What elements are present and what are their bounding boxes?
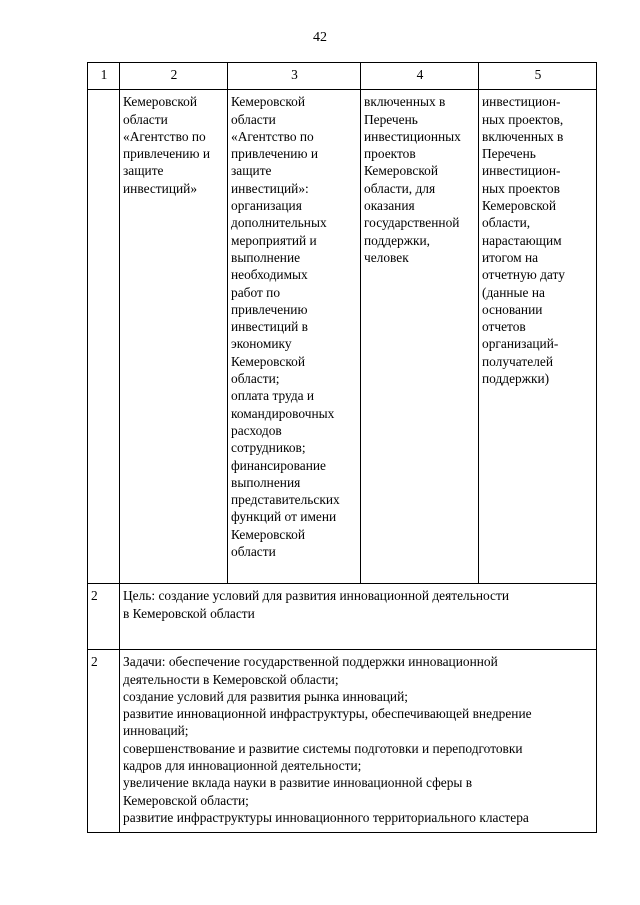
program-table xyxy=(87,62,597,833)
page-number: 42 xyxy=(313,30,327,45)
executor-cell: Кемеровской области «Агентство по привлечению и защите инвестиций» xyxy=(120,90,228,584)
header-cell-3: 3 xyxy=(228,63,361,90)
goal-text-cell: Цель: создание условий для развития инновационной деятельности в Кемеровской области xyxy=(120,584,597,650)
header-cell-1: 1 xyxy=(88,63,120,90)
table-row-goal xyxy=(88,584,597,650)
table-row xyxy=(88,90,597,584)
header-cell-2: 2 xyxy=(120,63,228,90)
header-cell-5: 5 xyxy=(479,63,597,90)
method-cell: инвестицион- ных проектов, включенных в Перечень инвестицион- ных проектов Кемеровской области, нарастающим итогом на отчетную дату (данные на основании отчетов организаций- получателей поддержки) xyxy=(479,90,597,584)
table-row-tasks xyxy=(88,650,597,833)
tasks-text-cell: Задачи: обеспечение государственной поддержки инновационной деятельности в Кемеровской области; создание условий для развития рынка инноваций; развитие инновационной инфраструктуры, обеспечивающей внедрение инноваций; совершенствование и развитие системы подготовки и переподготовки кадров для инновационной деятельности; увеличение вклада науки в развитие инновационной сферы в Кемеровской области; развитие инфраструктуры инновационного территориального кластера xyxy=(120,650,597,833)
header-cell-4: 4 xyxy=(361,63,479,90)
indicator-cell: включенных в Перечень инвестиционных проектов Кемеровской области, для оказания государственной поддержки, человек xyxy=(361,90,479,584)
tasks-number-cell: 2 xyxy=(88,650,120,833)
table-header-row xyxy=(88,63,597,90)
goal-number-cell: 2 xyxy=(88,584,120,650)
row-number-cell xyxy=(88,90,120,584)
activity-cell: Кемеровской области «Агентство по привлечению и защите инвестиций»: организация дополнительных мероприятий и выполнение необходимых работ по привлечению инвестиций в экономику Кемеровской области; оплата труда и командировочных расходов сотрудников; финансирование выполнения представительских функций от имени Кемеровской области xyxy=(228,90,361,584)
